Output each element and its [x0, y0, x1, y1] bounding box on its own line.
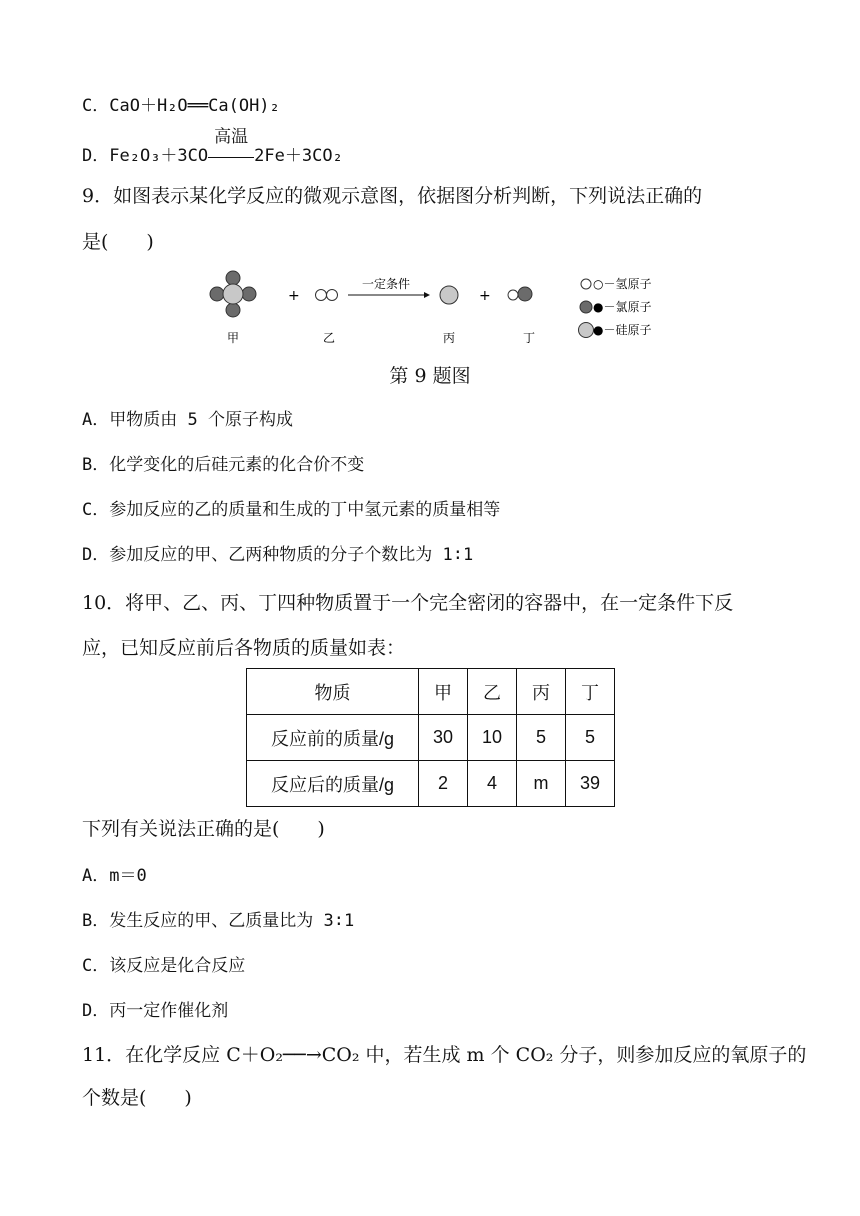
- option-10a: A．m＝0: [82, 866, 147, 886]
- legend-chlorine: ●－氯原子: [593, 300, 652, 314]
- plus-sign: +: [288, 288, 300, 304]
- equation-lhs: Fe₂O₃＋3CO: [109, 146, 209, 166]
- label-jia: 甲: [226, 331, 240, 345]
- table-header-cell: 丁: [566, 669, 615, 715]
- table-cell: 5: [566, 715, 615, 761]
- table-header-cell: 乙: [468, 669, 517, 715]
- question-9-line1: 9．如图表示某化学反应的微观示意图，依据图分析判断，下列说法正确的: [82, 185, 703, 207]
- arrow-head: [424, 292, 430, 298]
- table-cell: 10: [468, 715, 517, 761]
- table-header-row: [247, 669, 615, 715]
- label-ding: 丁: [522, 331, 536, 345]
- option-9a: A．甲物质由 5 个原子构成: [82, 410, 293, 430]
- legend: [579, 277, 652, 338]
- table-row: [247, 761, 615, 807]
- mass-table: [246, 668, 615, 807]
- question-11-line1: 11．在化学反应 C＋O₂──→CO₂ 中，若生成 m 个 CO₂ 分子，则参加反应的氧原子的: [82, 1044, 807, 1066]
- legend-hydrogen: ○－氢原子: [593, 277, 652, 291]
- option-9c: C．参加反应的乙的质量和生成的丁中氢元素的质量相等: [82, 500, 501, 520]
- table-row: [247, 715, 615, 761]
- reaction-condition: [208, 127, 254, 170]
- molecule-bing: [440, 286, 458, 304]
- table-cell: 4: [468, 761, 517, 807]
- plus-sign: +: [479, 288, 491, 304]
- option-10c: C．该反应是化合反应: [82, 956, 246, 976]
- label-bing: 丙: [442, 331, 456, 345]
- table-cell: 5: [517, 715, 566, 761]
- equation: CaO＋H₂O══Ca(OH)₂: [109, 96, 280, 116]
- table-cell: 39: [566, 761, 615, 807]
- option-10b: B．发生反应的甲、乙质量比为 3∶1: [82, 911, 355, 931]
- option-8c: [82, 92, 280, 120]
- question-11-line2: 个数是( ): [82, 1087, 192, 1109]
- table-header-cell: 物质: [247, 669, 419, 715]
- legend-silicon: ●－硅原子: [593, 323, 652, 337]
- question-10-line1: 10．将甲、乙、丙、丁四种物质置于一个完全密闭的容器中，在一定条件下反: [82, 592, 734, 614]
- table-cell: 反应后的质量/g: [247, 761, 419, 807]
- condition-text: 高温: [214, 127, 249, 147]
- option-9d: D．参加反应的甲、乙两种物质的分子个数比为 1∶1: [82, 545, 474, 565]
- option-10d: D．丙一定作催化剂: [82, 1001, 229, 1021]
- figure-caption: 第 9 题图: [389, 365, 471, 387]
- table-cell: 30: [419, 715, 468, 761]
- question-9-line2: 是( ): [82, 231, 154, 253]
- table-header-cell: 甲: [419, 669, 468, 715]
- equation-rhs: 2Fe＋3CO₂: [254, 146, 343, 166]
- option-9b: B．化学变化的后硅元素的化合价不变: [82, 455, 365, 475]
- option-8d: [82, 127, 343, 170]
- question-10-line2: 应，已知反应前后各物质的质量如表：: [82, 637, 406, 659]
- table-header-cell: 丙: [517, 669, 566, 715]
- molecule-yi: [316, 290, 338, 301]
- option-label: D．: [82, 146, 110, 166]
- arrow-label: 一定条件: [361, 277, 411, 291]
- option-label: C．: [82, 96, 110, 116]
- molecule-ding: [508, 287, 532, 301]
- table-cell: m: [517, 761, 566, 807]
- question-10-stem: 下列有关说法正确的是( ): [82, 818, 325, 840]
- table-cell: 反应前的质量/g: [247, 715, 419, 761]
- molecule-jia: [210, 271, 256, 317]
- table-cell: 2: [419, 761, 468, 807]
- reaction-micro-diagram: [200, 270, 670, 350]
- label-yi: 乙: [322, 331, 336, 345]
